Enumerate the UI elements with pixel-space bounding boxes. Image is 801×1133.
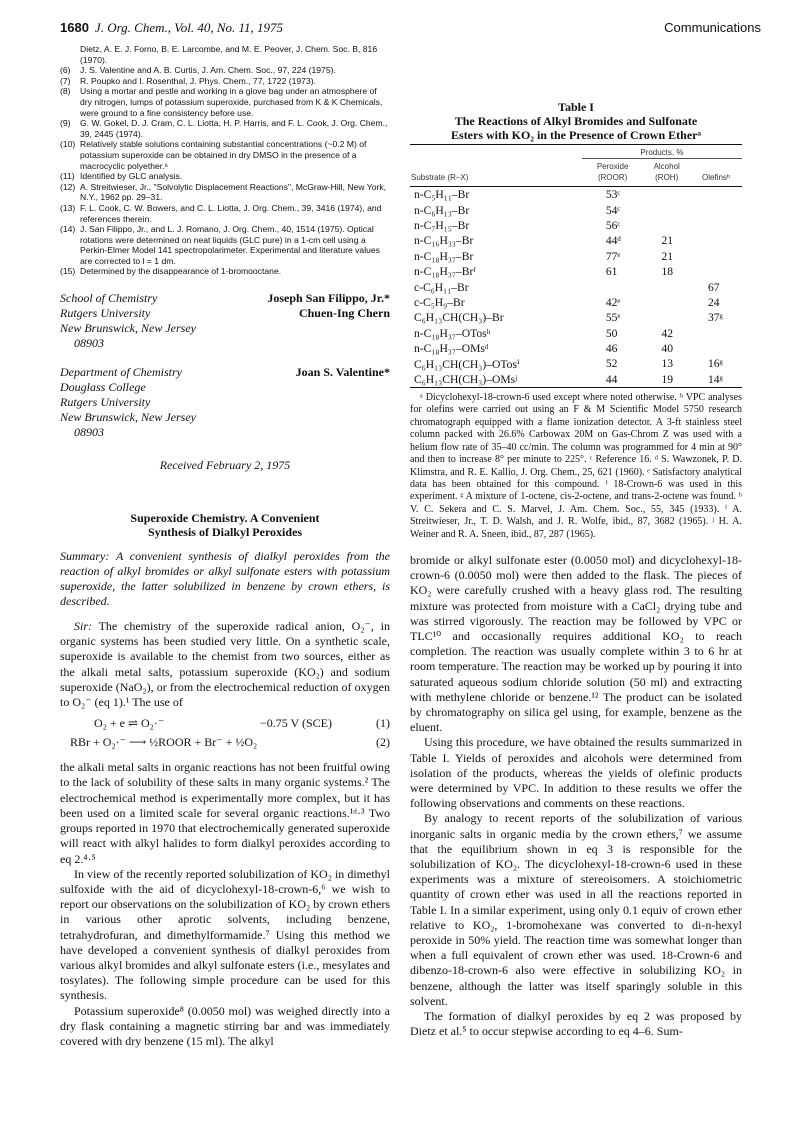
cell-olefins [690,264,742,279]
paragraph: the alkali metal salts in organic reactions has not been fruitful owing to the lack of solubility of these salts in many organic systems.² The electrochemical method is experimentally more complex, but it has been used on a limited scale for several organic reactions.¹ᵈ·³ Two groups reported in 1970 that electrochemically generated superoxide will react with alkyl halides to form dialkyl peroxides according to eq 2.⁴·⁵ [60,760,390,866]
cell-alcohol: 13 [661,357,674,371]
equation-1: O₂ + e ⇌ O₂·⁻ −0.75 V (SCE) (1) [94,716,390,731]
cell-olefins [690,341,742,356]
reference-item [60,171,390,182]
cell-olefins: 67 [707,280,720,294]
cell-alcohol [643,295,690,310]
reference-item [60,118,390,139]
address-line: Rutgers University [60,395,151,410]
article-body-left [60,619,390,1049]
reference-item [60,44,390,65]
cell-olefins [690,233,742,248]
reference-text: Using a mortar and pestle and working in a glove bag under an atmosphere of dry nitrogen, lumps of potassium superoxide, purchased from K & K Chemicals, were ground to a fine consistency before use. [80,86,383,118]
article-title [60,511,390,539]
cell-substrate: n-C₆H₁₃–Br [414,203,470,217]
reference-text: Identified by GLC analysis. [80,171,183,182]
cell-peroxide [582,279,644,294]
address-line: New Brunswick, New Jersey [60,410,196,425]
table-row [410,341,742,356]
summary [60,549,390,609]
results-table: Products, % Peroxide Alcohol Substrate (R–X) (ROOR) (ROH) Olefinsᵇ n-C₅H₁₁–Br 53ᶜ n-C₆H₁₃–Br 54ᶜ n-C₇H₁₅–Br 56ᶜ n-C₁₆H₃₃–Br 44ᵈ 21 n-C₁₈H₃₇–Br 77ᵉ 21 n-C₁₈H₃₇–Brᶠ 61 18 c-C₆H₁₁–Br 67 c-C₅H₉–Br 42ᵉ 24 C₆H₁₃CH(CH₃)–Br 55ᵉ 37ᵍ n-C₁₈H₃₇–OTosʰ 50 42 n-C₁₈H₃₇–OMsᵈ 46 40 C₆H₁₃CH(CH₃)–OTosⁱ 52 13 16ᵍ C₆H₁₃CH(CH₃)–OMsʲ 44 19 14ᵍ [410,144,742,387]
cell-substrate: n-C₇H₁₅–Br [414,218,470,232]
table-row [410,233,742,248]
table-row [410,202,742,217]
cell-substrate: n-C₁₈H₃₇–Brᶠ [414,265,476,279]
cell-alcohol [643,279,690,294]
reference-text: J. San Filippo, Jr., and L. J. Romano, J. Org. Chem., 40, 1514 (1975). Optical rotations were determined on neat liquids (GLC pure) in a 1-cm cell using a Perkin-Elmer Model 141 spectropolarimeter. Experimental and literature values are corrected to l = 1 dm. [80,224,380,266]
reference-item [60,76,390,87]
paragraph: Using this procedure, we have obtained the results summarized in Table I. Yields of peroxides and alcohols were determined from isolation of the products, whereas the yields of olefinic products were determined by VPC. In addition to these results we offer the following observations and comments on these reactions. [410,735,742,811]
cell-substrate: n-C₁₈H₃₇–Br [414,249,474,263]
reference-item [60,182,390,203]
reference-number: (14) [60,224,76,235]
table-row [410,326,742,341]
reference-item [60,86,390,118]
cell-olefins [690,249,742,264]
table-row [410,264,742,279]
cell-olefins: 14ᵍ [707,372,724,386]
reference-number: (6) [60,65,71,76]
cell-olefins: 24 [707,295,720,309]
cell-substrate: C₆H₁₃CH(CH₃)–OTosⁱ [414,357,520,371]
reference-text: Determined by the disappearance of 1-bromooctane. [80,266,282,277]
table-row [410,249,742,264]
table-caption: Table I The Reactions of Alkyl Bromides and Sulfonate Esters with KO₂ in the Presence of Crown Etherᵃ [410,100,742,142]
table-body [410,187,742,388]
table-row [410,279,742,294]
cell-peroxide: 42ᵉ [605,295,621,309]
reference-item [60,266,390,277]
right-column [410,44,742,1039]
cell-peroxide: 52 [605,357,618,371]
reference-number: (13) [60,202,76,213]
reference-text: Dietz, A. E. J. Forno, B. E. Larcombe, and M. E. Peover, J. Chem. Soc. B, 816 (1970). [80,44,378,65]
cell-olefins [690,326,742,341]
cell-olefins: 37ᵍ [707,311,724,325]
article-body-right [410,553,742,1040]
cell-substrate: n-C₁₈H₃₇–OTosʰ [414,326,491,340]
reference-text: F. L. Cook, C. W. Bowers, and C. L. Liotta, J. Org. Chem., 39, 3416 (1974), and references therein. [80,202,382,224]
cell-alcohol [643,218,690,233]
cell-alcohol: 18 [661,265,674,279]
reference-text: J. S. Valentine and A. B. Curtis, J. Am. Chem. Soc., 97, 224 (1975). [80,65,336,76]
table-row [410,356,742,371]
cell-substrate: n-C₁₈H₃₇–OMsᵈ [414,342,489,356]
reference-text: A. Streitwieser, Jr., "Solvolytic Displacement Reactions", McGraw-Hill, New York, N.Y., 1962 pp. 29–31. [80,181,387,203]
cell-peroxide: 61 [605,265,618,279]
cell-peroxide: 55ᵉ [605,311,621,325]
reference-number: (8) [60,86,71,97]
cell-alcohol [643,202,690,217]
table-label: Table I [558,100,594,114]
cell-substrate: n-C₅H₁₁–Br [414,188,470,202]
author-name: Joan S. Valentine* [295,365,390,380]
address-line: Department of Chemistry [60,365,182,380]
cell-substrate: n-C₁₆H₃₃–Br [414,234,474,248]
reference-number: (12) [60,181,76,192]
received-date: Received February 2, 1975 [159,458,291,473]
cell-alcohol: 21 [661,249,674,263]
table-footnotes: ᵃ Dicyclohexyl-18-crown-6 used except where noted otherwise. ᵇ VPC analyses for olefins were carried out using an F & M Scientific Model 5750 research chromatograph equipped with a flame ionization detector. A 3-ft stainless steel column packed with 26.6% Carbowax 20M on Gas-Chrom Z was used with a helium flow rate of 35–40 cc/min. The column was programmed for 4 min at 90° and then to increase 8° per minute to 225°. ᶜ Reference 16. ᵈ S. Wawzonek, P. D. Klimstra, and R. E. Kallio, J. Org. Chem., 25, 621 (1960). ᵉ Satisfactory analytical data has been obtained for this compound. ᶠ 18-Crown-6 was used in this experiment. ᵍ A mixture of 1-octene, cis-2-octene, and trans-2-octene was found. ʰ V. C. Sekera and C. S. Marvel, J. Am. Chem. Soc., 55, 345 (1933). ⁱ A. Streitwieser, Jr., T. D. Walsh, and J. R. Wolfe, ibid., 87, 3682 (1965). ʲ H. A. Weiner and R. A. Sneen, ibid., 87, 287 (1965). [410,392,742,540]
left-column [60,44,390,1049]
table-row [410,187,742,203]
cell-alcohol: 40 [661,342,674,356]
cell-alcohol: 19 [661,372,674,386]
reference-number: (15) [60,266,76,277]
summary-text: A convenient synthesis of dialkyl peroxides from the reaction of alkyl bromides or alkyl sulfonate esters with potassium superoxide, the latter solubilized in benzene by crown ethers, is described. [60,549,391,609]
address-line: Douglass College [60,380,146,395]
reference-number: (7) [60,75,71,86]
cell-peroxide: 44ᵈ [605,234,622,248]
cell-peroxide: 56ᶜ [605,218,621,232]
address-line: 08903 [74,336,104,351]
reference-number: (10) [60,139,76,150]
equation-2: RBr + O₂·⁻ ⟶ ½ROOR + Br⁻ + ½O₂ (2) [70,735,390,750]
table-row [410,295,742,310]
address-line: 08903 [74,425,104,440]
address-line: Rutgers University [60,306,151,321]
paragraph: bromide or alkyl sulfonate ester (0.0050 mol) and dicyclohexyl-18-crown-6 (0.0050 mol) were then added to the flask. The pieces of KO₂ were carefully crushed with a heavy glass rod. The resulting mixture was protected from moisture with a CaCl₂ drying tube and was stirred vigorously. The reaction may be followed by VPC or TLC¹⁰ and occasionally requires additional KO₂ to reach completion. The reaction was usually complete within 3 to 6 hr at room temperature. The reaction may be worked up by pouring it into saturated aqueous sodium chloride solution (50 ml) and extracting with methylene chloride or benzene.¹² The product can be isolated by chromatography on silica gel using, for example, benzene as the eluent. [410,552,742,735]
cell-substrate: C₆H₁₃CH(CH₃)–Br [414,311,504,325]
cell-substrate: c-C₅H₉–Br [414,295,465,309]
paragraph: By analogy to recent reports of the solubilization of various inorganic salts in organic media by the crown ethers,⁷ we assume that the equilibrium shown in eq 3 is responsible for the solubilization of KO₂. The dicyclohexyl-18-crown-6 used in these experiments was a mixture of stereoisomers. A stoichiometric quantity of crown ether was used in all the reactions reported in Table I. In a similar experiment, using only 0.1 equiv of crown ether relative to KO₂, 1-bromohexane was converted to di-n-hexyl peroxide in 50% yield. The reaction time was somewhat longer than when a full equivalent of crown ether was used. 18-Crown-6 and dibenzo-18-crown-6 also were effective in solubilizing KO₂ in benzene, although the latter was itself sparingly soluble in this solvent. [410,811,742,1008]
table-row [410,218,742,233]
header-left [60,20,283,36]
address-line: School of Chemistry [60,291,158,306]
reference-number: (9) [60,118,71,129]
title-line: Synthesis of Dialkyl Peroxides [147,525,303,540]
reference-item [60,203,390,224]
cell-olefins [690,187,742,203]
author-names [267,291,390,321]
reference-number: (11) [60,171,75,182]
cell-olefins [690,202,742,217]
cell-substrate: c-C₆H₁₁–Br [414,280,469,294]
paragraph: The chemistry of the superoxide radical anion, O₂⁻, in organic systems has been studied very little. On a synthetic scale, superoxide is available to the chemist from two sources, either as the alkali metal salts, potassium superoxide (KO₂) and sodium superoxide (NaO₂), or from the electrochemical reduction of oxygen to O₂⁻ (eq 1).¹ The use of [60,619,390,710]
reference-text: R. Poupko and I. Rosenthal, J. Phys. Chem., 77, 1722 (1973). [80,75,316,86]
cell-peroxide: 54ᶜ [605,203,621,217]
author-name: Joseph San Filippo, Jr.* [267,291,390,306]
page-header [60,20,761,40]
author-name: Chuen-Ing Chern [298,306,390,321]
summary-label: Summary: [60,549,110,564]
references-list [60,44,390,277]
affiliation-2 [60,365,390,440]
cell-peroxide: 46 [605,342,618,356]
reference-text: G. W. Gokel, D. J. Cram, C. L. Liotta, H. P. Harris, and F. L. Cook, J. Org. Chem., 39, 2445 (1974). [80,118,388,139]
cell-peroxide: 53ᶜ [605,188,621,202]
journal-citation: J. Org. Chem., Vol. 40, No. 11, 1975 [94,20,284,35]
table-row [410,310,742,325]
products-header: Products, % [582,145,742,159]
cell-alcohol [643,187,690,203]
cell-olefins: 16ᵍ [707,357,724,371]
cell-alcohol [643,310,690,325]
cell-alcohol: 21 [661,234,674,248]
table-row [410,372,742,387]
paragraph: The formation of dialkyl peroxides by eq 2 was proposed by Dietz et al.⁵ to occur stepwise according to eq 4–6. Sum- [410,1009,742,1039]
equations [60,716,390,754]
reference-item [60,224,390,266]
cell-peroxide: 77ᵉ [605,249,621,263]
paragraph: Potassium superoxide⁸ (0.0050 mol) was weighed directly into a dry flask containing a magnetic stirring bar and was immediately covered with dry benzene (15 ml). The alkyl [60,1003,390,1048]
title-line: Superoxide Chemistry. A Convenient [130,511,320,526]
page-number: 1680 [60,20,89,35]
address-line: New Brunswick, New Jersey [60,321,196,336]
author-names [296,365,390,380]
sir-label: Sir: [74,619,92,634]
reference-text: Relatively stable solutions containing substantial concentrations (~0.2 M) of potassium superoxide can be obtained in dry DMSO in the presence of a macrocyclic polyether.⁶ [80,139,367,171]
reference-item [60,65,390,76]
paragraph: In view of the recently reported solubilization of KO₂ in dimethyl sulfoxide with the aid of dicyclohexyl-18-crown-6,⁶ we wish to report our observations on the solubilization of KO₂ by crown ethers in various other aprotic solvents, including benzene, tetrahydrofuran, and dimethylformamide.⁷ Using this method we have developed a convenient synthesis of dialkyl peroxides from various alkyl bromides and alkyl sulfonate esters (i.e., mesylates and tosylates). The following simple procedure can be used for this synthesis. [60,866,390,1003]
cell-alcohol: 42 [661,326,674,340]
affiliation-1 [60,291,390,351]
section-name: Communications [664,20,761,35]
cell-substrate: C₆H₁₃CH(CH₃)–OMsʲ [414,372,517,386]
cell-olefins [690,218,742,233]
cell-peroxide: 44 [605,372,618,386]
cell-peroxide: 50 [605,326,618,340]
reference-item [60,139,390,171]
